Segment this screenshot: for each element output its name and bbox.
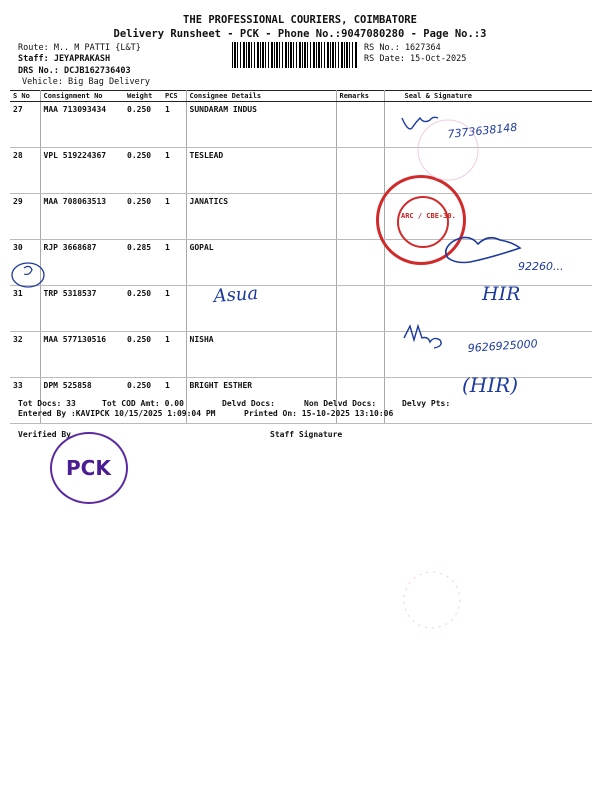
consignment-cell: TRP 5318537 [40, 286, 124, 332]
verified-by: Verified By [18, 430, 71, 439]
route-text: Route: M.. M PATTI {L&T} [18, 43, 141, 53]
rs-no: RS No.: 1627364 [364, 43, 441, 53]
barcode [232, 42, 358, 68]
consignee-cell: SUNDARAM INDUS [186, 102, 336, 148]
table-row [10, 148, 592, 194]
company-title: THE PROFESSIONAL COURIERS, COIMBATORE [183, 14, 417, 26]
seal-inner-ring [397, 196, 449, 248]
signature-cell [384, 332, 592, 378]
table-row [10, 286, 592, 332]
col-header: Seal & Signature [384, 91, 592, 102]
hir-note-2: (HIR) [462, 373, 519, 397]
consignee-cell [186, 286, 336, 332]
consignment-cell: DPM 525858 [40, 378, 124, 424]
col-header: S No [10, 91, 40, 102]
weight-cell: 0.250 [124, 332, 162, 378]
staff-text: Staff: JEYAPRAKASH [18, 54, 111, 64]
sno-cell: 29 [10, 194, 40, 240]
tot-cod-amt: Tot COD Amt: 0.00 [102, 399, 184, 408]
remarks-cell [336, 240, 384, 286]
entered-by: Entered By :KAVIPCK 10/15/2025 1:09:04 PM [18, 409, 216, 418]
non-delvd-docs: Non Delvd Docs: [304, 399, 377, 408]
col-header: Remarks [336, 91, 384, 102]
delvy-pts: Delvy Pts: [402, 399, 451, 408]
pck-stamp-text: PCK [66, 456, 111, 480]
sno-cell: 31 [10, 286, 40, 332]
signature-27-number: 7373638148 [446, 120, 518, 141]
col-header: PCS [162, 91, 186, 102]
table-row [10, 194, 592, 240]
pck-stamp [50, 432, 128, 504]
pcs-cell: 1 [162, 286, 186, 332]
pcs-cell: 1 [162, 378, 186, 424]
col-header: Consignee Details [186, 91, 336, 102]
sno-cell: 28 [10, 148, 40, 194]
staff-signature-label: Staff Signature [270, 430, 343, 439]
remarks-cell [336, 332, 384, 378]
pcs-cell: 1 [162, 102, 186, 148]
company-seal-stamp [376, 175, 466, 265]
consignment-cell: MAA 713093434 [40, 102, 124, 148]
seal-center-text: ARC / CBE-30. [401, 212, 456, 220]
runsheet-subtitle: Delivery Runsheet - PCK - Phone No.:9047080280 - Page No.:3 [113, 28, 487, 40]
signature-cell [384, 102, 592, 148]
consignee-cell: GOPAL [186, 240, 336, 286]
row31-note: Asua [212, 282, 259, 307]
signature-cell [384, 286, 592, 332]
weight-cell: 0.250 [124, 194, 162, 240]
consignment-cell: RJP 3668687 [40, 240, 124, 286]
remarks-cell [336, 148, 384, 194]
sno-cell: 27 [10, 102, 40, 148]
weight-cell: 0.250 [124, 378, 162, 424]
consignee-cell: BRIGHT ESTHER [186, 378, 336, 424]
printed-on: Printed On: 15-10-2025 13:10:06 [244, 409, 394, 418]
weight-cell: 0.250 [124, 148, 162, 194]
col-header: Weight [124, 91, 162, 102]
pcs-cell: 1 [162, 148, 186, 194]
sno-cell: 30 [10, 240, 40, 286]
weight-cell: 0.250 [124, 286, 162, 332]
rs-date: RS Date: 15-Oct-2025 [364, 54, 467, 64]
consignment-cell: VPL 519224367 [40, 148, 124, 194]
faint-red-dots [404, 572, 460, 628]
weight-cell: 0.285 [124, 240, 162, 286]
table-row [10, 102, 592, 148]
hir-note-1: HIR [482, 283, 521, 305]
consignee-cell: TESLEAD [186, 148, 336, 194]
pcs-cell: 1 [162, 240, 186, 286]
remarks-cell [336, 102, 384, 148]
sno-cell: 33 [10, 378, 40, 424]
consignee-cell: NISHA [186, 332, 336, 378]
weight-cell: 0.250 [124, 102, 162, 148]
runsheet-table [10, 90, 592, 424]
table-header-row [10, 91, 592, 102]
sno-cell: 32 [10, 332, 40, 378]
remarks-cell [336, 286, 384, 332]
consignee-cell: JANATICS [186, 194, 336, 240]
pcs-cell: 1 [162, 332, 186, 378]
table-row [10, 240, 592, 286]
pcs-cell: 1 [162, 194, 186, 240]
consignment-cell: MAA 577130516 [40, 332, 124, 378]
signature-30-number: 92260... [518, 260, 564, 273]
consignment-cell: MAA 708063513 [40, 194, 124, 240]
vehicle-text: Vehicle: Big Bag Delivery [22, 77, 150, 87]
col-header: Consignment No [40, 91, 124, 102]
tot-docs: Tot Docs: 33 [18, 399, 76, 408]
table-row [10, 332, 592, 378]
drs-text: DRS No.: DCJB162736403 [18, 66, 131, 76]
signature-32-number: 9626925000 [467, 337, 539, 355]
delvd-docs: Delvd Docs: [222, 399, 275, 408]
